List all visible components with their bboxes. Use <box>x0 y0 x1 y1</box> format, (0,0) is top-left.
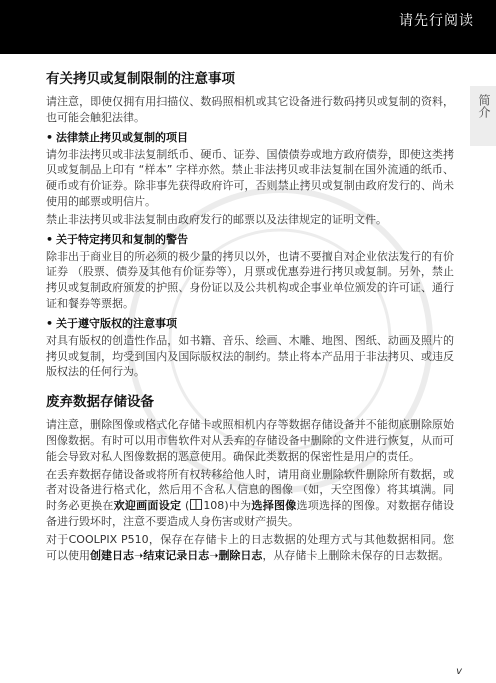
chapter-title: 请先行阅读 <box>399 13 474 29</box>
text-run: )中为 <box>224 499 252 513</box>
menu-item-welcome-screen: 欢迎画面设定 <box>113 499 182 513</box>
arrow-icon: ➝ <box>209 548 219 562</box>
bullet-icon: • <box>46 232 54 246</box>
paragraph: 请勿非法拷贝或非法复制纸币、硬币、证券、国债债券或地方政府债券，即使这类拷贝或复制品上印有 “样本” 字样亦然。禁止非法拷贝或非法复制在国外流通的纸币、硬币或有价证券。除非事先获得政府许可，否则禁止拷贝或复制由政府发行的、尚未使用的邮票或明信片。 <box>46 147 454 208</box>
menu-item-create-log: 创建日志 <box>90 548 134 562</box>
paragraph: 禁止非法拷贝或非法复制由政府发行的邮票以及法律规定的证明文件。 <box>46 212 387 226</box>
paragraph: 除非出于商业目的所必须的极少量的拷贝以外，也请不要擅自对企业依法发行的有价证券 （股票、债券及其他有价证券等），月票或优惠券进行拷贝或复制。另外，禁止拷贝或复制政府颁发的护照、身份证以及公共机构或企事业单位颁发的许可证、通行证和餐券等票据。 <box>46 249 454 310</box>
bullet-icon: • <box>46 130 54 144</box>
paragraph: 请注意，删除图像或格式化存储卡或照相机内存等数据存储设备并不能彻底删除原始图像数据。有时可以用市售软件对从丢弃的存储设备中删除的文件进行恢复，从而可能会导致对私人图像数据的恶意使用。确保此类数据的保密性是用户的责任。 <box>46 418 454 463</box>
bullet-icon: • <box>46 316 54 330</box>
text-run: ( <box>181 499 190 513</box>
arrow-icon: ➝ <box>134 548 144 562</box>
paragraph <box>46 532 454 564</box>
book-reference-icon <box>190 499 202 510</box>
paragraph: 对具有版权的创造性作品，如书籍、音乐、绘画、木雕、地图、图纸、动画及照片的拷贝或复制，均受到国内及国际版权法的制约。禁止将本产品用于非法拷贝、或违反版权法的任何行为。 <box>46 333 454 379</box>
header-bar <box>0 0 496 54</box>
side-tab[interactable] <box>470 86 496 146</box>
section-title-copy-restrictions: 有关拷贝或复制限制的注意事项 <box>46 71 235 87</box>
subsection-title <box>46 231 454 247</box>
page-reference[interactable]: 108 <box>203 499 225 513</box>
subsection-title-text: 关于遵守版权的注意事项 <box>56 316 178 330</box>
menu-item-select-image: 选择图像 <box>251 499 297 513</box>
page-number: v <box>456 666 462 677</box>
side-tab-label: 简介 <box>477 94 491 118</box>
text-run: 在丢弃数据存储设备或将所有权转移给他人时，请用商业删除软件删除所有数据，或者对设备进行格式化，然后用不含私人信息的图像 （如，天空图像）将其填满。同时务必更换在 <box>46 467 454 513</box>
text-run: ，从存储卡上删除未保存的日志数据。 <box>262 548 450 562</box>
text-run: 选项选择的图像。对数据存储设备进行毁坏时，注意不要造成人身伤害或财产损失。 <box>46 499 455 528</box>
paragraph: 请注意，即使仅拥有用扫描仪、数码照相机或其它设备进行数码拷贝或复制的资料，也可能会触犯法律。 <box>46 95 454 124</box>
subsection-title-text: 法律禁止拷贝或复制的项目 <box>56 130 189 144</box>
paragraph <box>46 467 454 530</box>
menu-item-end-log: 结束记录日志 <box>143 548 210 562</box>
menu-item-delete-log: 删除日志 <box>218 548 263 562</box>
text-run: 对于COOLPIX P510，保存在存储卡上的日志数据的处理方式与其他数据相同。您可以使用 <box>46 532 454 562</box>
section-title-data-disposal: 废弃数据存储设备 <box>46 394 154 411</box>
subsection-title <box>46 315 454 331</box>
subsection-title-text: 关于特定拷贝和复制的警告 <box>56 232 189 246</box>
page-content <box>46 64 454 565</box>
subsection-title <box>46 129 454 145</box>
